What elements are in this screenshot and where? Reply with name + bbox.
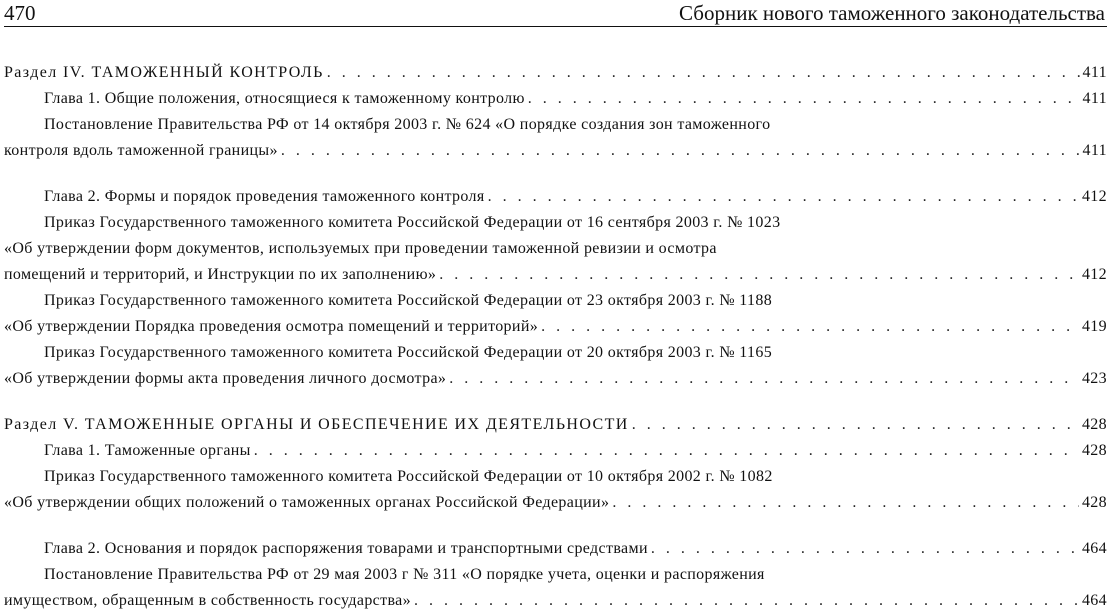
dot-leader: [651, 536, 1079, 562]
chapter-title: Глава 2. Основания и порядок распоряжения товарами и транспортными средствами: [44, 540, 648, 557]
dot-leader: [414, 588, 1079, 614]
toc-document-line: Приказ Государственного таможенного комитета Российской Федерации от 20 октября 2003 г. № 1165: [44, 344, 773, 361]
page-ref: 428: [1081, 494, 1107, 511]
spacer: [4, 164, 1107, 184]
dot-leader: [528, 86, 1080, 112]
toc-document-end: [4, 490, 1107, 516]
dot-leader: [632, 412, 1079, 438]
page-ref: 428: [1081, 416, 1107, 433]
spacer: [4, 516, 1107, 536]
page-ref: 464: [1081, 592, 1107, 609]
toc-document-line: Постановление Правительства РФ от 14 октября 2003 г. № 624 «О порядке создания зон таможенного: [44, 116, 771, 133]
dot-leader: [449, 366, 1079, 392]
page-ref: 423: [1081, 370, 1107, 387]
toc-document-line: Приказ Государственного таможенного комитета Российской Федерации от 16 сентября 2003 г. № 1023: [44, 214, 781, 231]
toc-chapter: [4, 86, 1107, 112]
page-ref: 419: [1081, 318, 1107, 335]
toc-document-end: [4, 262, 1107, 288]
toc-document-end: [4, 314, 1107, 340]
toc-document-end: [4, 138, 1107, 164]
book-title: Сборник нового таможенного законодательства: [679, 1, 1105, 25]
toc-chapter: [4, 438, 1107, 464]
dot-leader: [281, 138, 1080, 164]
toc-document-line: Постановление Правительства РФ от 29 мая 2003 г № 311 «О порядке учета, оценки и распоряжения: [44, 566, 765, 583]
chapter-title: Глава 1. Общие положения, относящиеся к таможенному контролю: [44, 90, 525, 107]
toc-chapter: [4, 536, 1107, 562]
document-title-end: «Об утверждении формы акта проведения личного досмотра»: [4, 370, 447, 387]
page-ref: 428: [1081, 442, 1107, 459]
toc-section-v: [4, 412, 1107, 438]
dot-leader: [612, 490, 1079, 516]
spacer: [4, 392, 1107, 412]
section-title: Раздел V. ТАМОЖЕННЫЕ ОРГАНЫ И ОБЕСПЕЧЕНИЕ ИХ ДЕЯТЕЛЬНОСТИ: [4, 416, 629, 433]
document-title-end: помещений и территорий, и Инструкции по их заполнению»: [4, 266, 437, 283]
toc-document-line: «Об утверждении форм документов, используемых при проведении таможенной ревизии и осмотра: [4, 240, 717, 257]
dot-leader: [488, 184, 1079, 210]
dot-leader: [541, 314, 1079, 340]
toc-document-line: Приказ Государственного таможенного комитета Российской Федерации от 23 октября 2003 г. № 1188: [44, 292, 773, 309]
page-ref: 411: [1082, 64, 1107, 81]
page-ref: 411: [1082, 142, 1107, 159]
toc-section-iv: [4, 60, 1107, 86]
chapter-title: Глава 1. Таможенные органы: [44, 442, 251, 459]
document-title-end: контроля вдоль таможенной границы»: [4, 142, 278, 159]
dot-leader: [327, 60, 1080, 86]
table-of-contents: [4, 60, 1107, 614]
toc-document-line: Приказ Государственного таможенного комитета Российской Федерации от 10 октября 2002 г. № 1082: [44, 468, 773, 485]
toc-document-end: [4, 588, 1107, 614]
dot-leader: [254, 438, 1079, 464]
document-title-end: «Об утверждении общих положений о таможенных органах Российской Федерации»: [4, 494, 610, 511]
section-title: Раздел IV. ТАМОЖЕННЫЙ КОНТРОЛЬ: [4, 64, 324, 81]
toc-document-end: [4, 366, 1107, 392]
page-ref: 412: [1081, 188, 1107, 205]
document-title-end: «Об утверждении Порядка проведения осмотра помещений и территорий»: [4, 318, 539, 335]
running-header: [4, 0, 1107, 27]
toc-chapter: [4, 184, 1107, 210]
page-ref: 411: [1082, 90, 1107, 107]
dot-leader: [439, 262, 1079, 288]
page-ref: 464: [1081, 540, 1107, 557]
document-title-end: имуществом, обращенным в собственность государства»: [4, 592, 411, 609]
page-ref: 412: [1081, 266, 1107, 283]
chapter-title: Глава 2. Формы и порядок проведения таможенного контроля: [44, 188, 485, 205]
page-number: 470: [4, 1, 36, 25]
